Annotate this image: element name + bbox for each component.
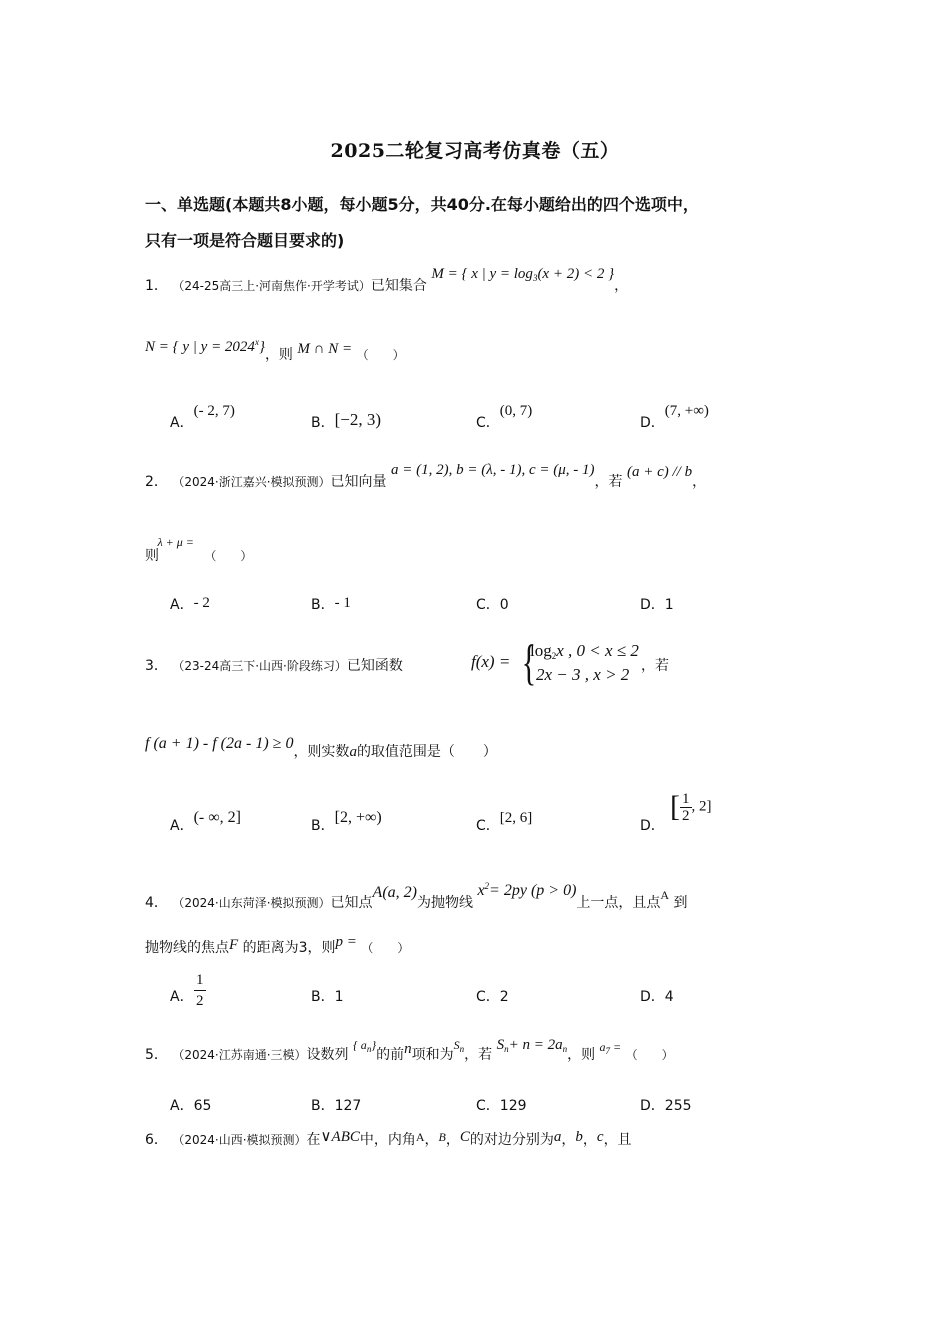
answer-blank: （ ） — [356, 348, 405, 362]
question-source: （24-25高三上·河南焦作·开学考试） — [172, 279, 371, 293]
option-b: B．[2, +∞) — [311, 809, 382, 834]
question-stem: 设数列 — [306, 1047, 349, 1063]
question-number: 5． — [145, 1047, 168, 1063]
condition: (a + c) // b — [626, 464, 693, 480]
question-source: （2024·山西·模拟预测） — [172, 1133, 307, 1147]
section-heading-line1: 一、单选题(本题共8小题，每小题5分，共40分.在每小题给出的四个选项中， — [145, 195, 699, 214]
question-number: 1． — [145, 278, 168, 294]
focus-f: F — [229, 937, 239, 953]
option-b: B．1 — [311, 989, 344, 1005]
sequence: { $a_n$} — [353, 1038, 377, 1054]
option-d: D．4 — [640, 989, 674, 1005]
option-a: A．- 2 — [170, 595, 210, 613]
condition: f (a + 1) - f (2a - 1) ≥ 0 — [145, 735, 294, 752]
option-d: D．255 — [640, 1098, 692, 1114]
expression: p = — [335, 934, 357, 950]
answer-blank: （ ） — [204, 549, 253, 563]
question-source: （2024·江苏南通·三模） — [172, 1048, 307, 1062]
piecewise-case-1: $\log_2x$ , 0 < x ≤ 2 — [530, 641, 639, 661]
option-c: C．129 — [476, 1098, 527, 1114]
question-stem: 已知函数 — [346, 658, 403, 674]
question-4-line2: 抛物线的焦点F 的距离为3，则p = （ ） — [145, 934, 410, 956]
parabola: $x^2= 2py$ (p > 0) — [477, 881, 577, 899]
set-m: M = { x | $y = \log_3(x + 2) < 2$ } — [431, 266, 615, 283]
option-c: C．(0, 7) — [476, 403, 533, 431]
function-name: f(x) = — [471, 652, 511, 671]
option-d-value: [ $\frac{1}{2}$ , 2] — [670, 790, 712, 824]
option-a: A．65 — [170, 1098, 212, 1114]
option-b: B．- 1 — [311, 595, 351, 613]
question-2-line2: 则 λ + μ = （ ） — [145, 535, 253, 564]
piecewise-brace: { — [521, 634, 537, 690]
question-stem: 在 — [306, 1132, 321, 1148]
answer-blank: （ ） — [361, 941, 410, 955]
option-c: C．0 — [476, 597, 509, 613]
question-number: 4． — [145, 895, 168, 911]
question-number: 2． — [145, 474, 168, 490]
option-d: D． — [640, 818, 665, 834]
variable-a: a — [349, 744, 357, 760]
if-text: ，若 — [641, 658, 669, 674]
option-a: A． — [170, 989, 194, 1005]
question-number: 6． — [145, 1132, 168, 1148]
question-1-line2: N = { y | $y = 2024^x$}，则 M ∩ N = （ ） — [145, 337, 405, 363]
question-source: （2024·山东菏泽·模拟预测） — [172, 896, 331, 910]
piecewise-case-2: 2x − 3 , x > 2 — [536, 665, 630, 684]
expression: λ + μ = — [157, 535, 194, 549]
section-heading-line2: 只有一项是符合题目要求的) — [145, 231, 345, 250]
set-n: N = { y | $y = 2024^x$} — [145, 337, 265, 355]
question-source: （23-24高三下·山西·阶段练习） — [172, 659, 347, 673]
question-stem: 已知点 — [330, 895, 373, 911]
question-3-line2: f (a + 1) - f (2a - 1) ≥ 0，则实数a的取值范围是（ ） — [145, 735, 497, 760]
answer-blank: （ ） — [625, 1048, 674, 1062]
page-title: 2025二轮复习高考仿真卷（五） — [330, 140, 620, 162]
question-source: （2024·浙江嘉兴·模拟预测） — [172, 475, 331, 489]
question-stem: 已知集合 — [370, 278, 427, 294]
option-b: B．[−2, 3) — [311, 410, 382, 431]
equation: $S_n+ n = 2a_n$ — [496, 1037, 568, 1054]
question-stem: 已知向量 — [330, 474, 387, 490]
expression: M ∩ N = — [297, 341, 353, 357]
question-number: 3． — [145, 658, 168, 674]
option-c: C．2 — [476, 989, 509, 1005]
question-3-line1 — [145, 656, 403, 676]
question-6-line1: 6． （2024·山西·模拟预测）在∨ABC中，内角A，B，C的对边分别为a，b，c，且 — [145, 1129, 632, 1148]
vectors: a = (1, 2), b = (λ, - 1), c = (μ, - 1) — [391, 462, 595, 478]
question-2-line1: 2． （2024·浙江嘉兴·模拟预测）已知向量 a = (1, 2), b = (λ, - 1), c = (μ, - 1)，若 (a + c) // b， — [145, 462, 707, 490]
option-b: B．127 — [311, 1098, 362, 1114]
triangle: ∨ABC — [320, 1129, 360, 1145]
option-d: D．1 — [640, 597, 674, 613]
option-a-value: $\frac{1}{2}$ — [196, 972, 204, 1009]
option-a: A．(- ∞, 2] — [170, 809, 241, 834]
point-a: A(a, 2) — [372, 884, 417, 901]
option-a: A．(- 2, 7) — [170, 403, 235, 431]
option-c: C．[2, 6] — [476, 810, 533, 834]
question-5-line1: 5． （2024·江苏南通·三模）设数列 { $a_n$}的前n项和为$S_n$，若 $S_n+ n = 2a_n$，则 $a_7$ = （ ） — [145, 1037, 674, 1063]
a7: $a_7$ = — [599, 1040, 622, 1056]
question-1-line1: 1． （24-25高三上·河南焦作·开学考试）已知集合 M = { x | $y = \log_3(x + 2) < 2$ }， — [145, 266, 629, 294]
option-d: D．(7, +∞) — [640, 403, 709, 431]
question-4-line1: 4． （2024·山东菏泽·模拟预测）已知点A(a, 2)为抛物线 $x^2= 2py$ (p > 0)上一点，且点A 到 — [145, 881, 688, 911]
